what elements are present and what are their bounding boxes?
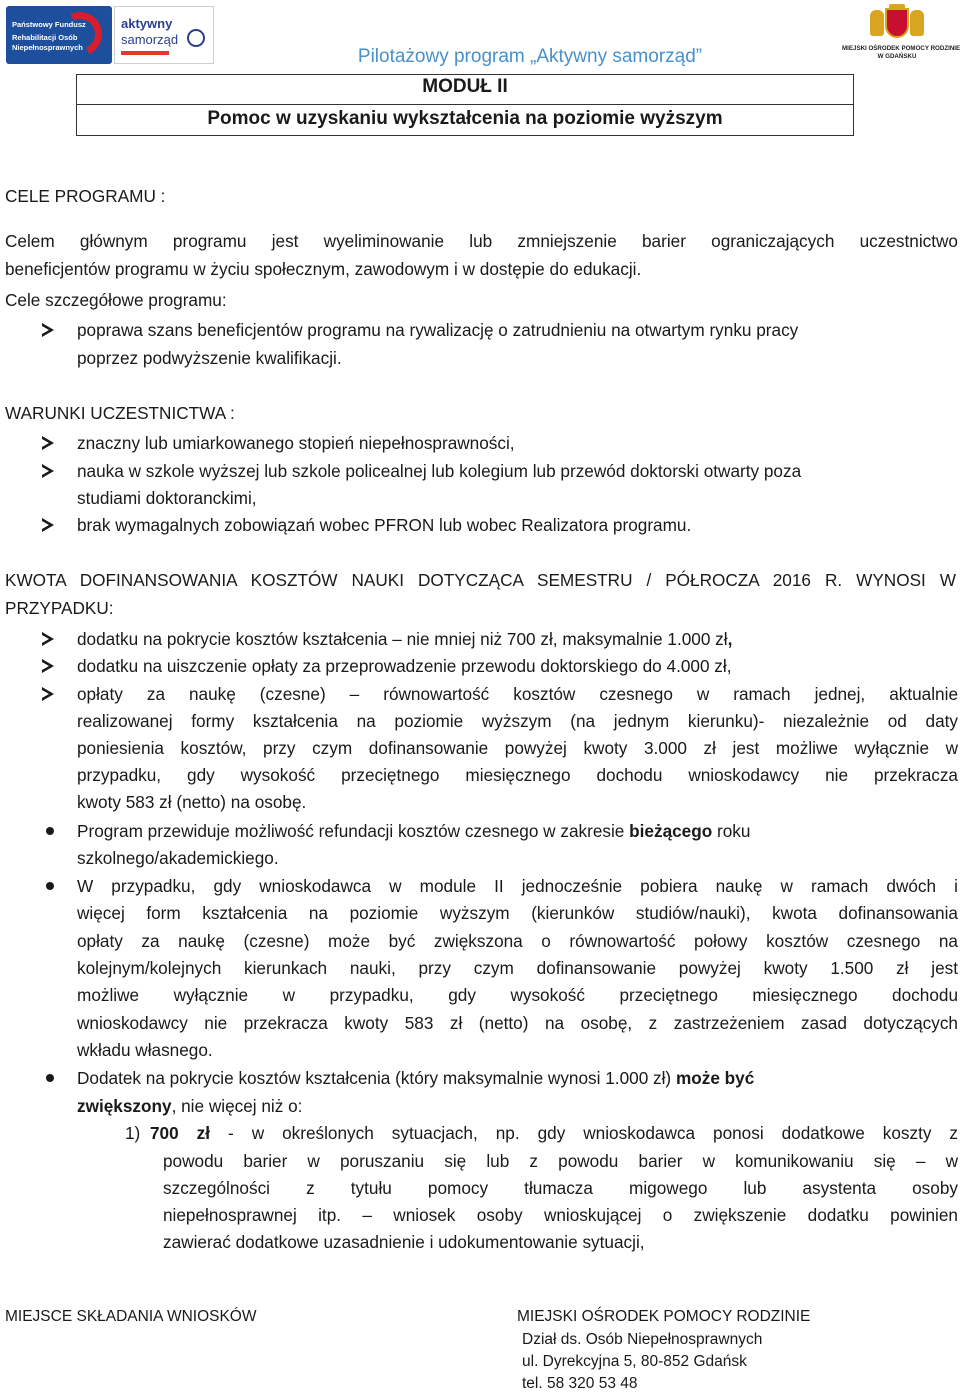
kwota-bullet-1-line-1: Program przewiduje możliwość refundacji kosztów czesnego w zakresie bieżącego roku [77,821,751,841]
kwota-arrow-item-2: dodatku na uiszczenie opłaty za przeprowadzenie przewodu doktorskiego do 4.000 zł, [77,656,732,676]
numbered-item-line-5: zawierać dodatkowe uzasadnienie i udokumentowanie sytuacji, [163,1232,645,1252]
footer-left: MIEJSCE SKŁADANIA WNIOSKÓW [5,1308,257,1325]
footer-right-line-4: tel. 58 320 53 48 [522,1375,638,1392]
mopr-logo [842,4,960,60]
footer-right-line-2: Dział ds. Osób Niepełnosprawnych [522,1331,763,1348]
warunki-item-1: znaczny lub umiarkowanego stopień niepełnosprawności, [77,433,515,453]
pfron-logo-line-1: Państwowy Fundusz [12,20,86,29]
kwota-arrow-item-1: dodatku na pokrycie kosztów kształcenia – nie mniej niż 700 zł, maksymalnie 1.000 zł, [77,629,733,649]
arrow-bullet-icon [42,464,54,478]
kwota-bullet-2-line-7: wkładu własnego. [77,1040,213,1060]
kwota-bullet-2-line-4: kolejnym/kolejnych kierunkach nauki, przy czym dofinansowanie powyżej kwoty 1.500 zł jest [77,958,958,978]
numbered-item-line-3: szczególności z tytułu pomocy tłumacza migowego lub asystenta osoby [163,1178,958,1198]
numbered-item-line-4: niepełnosprawnej itp. – wniosek osoby wnioskującej o zwiększenie dodatku powinien [163,1205,958,1225]
bullet-dot-icon [46,827,54,835]
numbered-item-line-1: 700 zł - w określonych sytuacjach, np. gdy wnioskodawca ponosi dodatkowe koszty z [150,1123,959,1143]
kwota-arrow-item-3-line-2: realizowanej formy kształcenia na poziomie wyższym (na jednym kierunku)- niezależnie od daty [77,711,958,731]
warunki-heading: WARUNKI UCZESTNICTWA : [5,403,235,423]
cele-item-line-2: poprzez podwyższenie kwalifikacji. [77,348,342,368]
program-title: Pilotażowy program „Aktywny samorząd” [357,46,703,67]
bullet-dot-icon [46,882,54,890]
warunki-item-2-line-1: nauka w szkole wyższej lub szkole policealnej lub kolegium lub przewód doktorski otwarty poza [77,461,802,481]
cele-para-line-1: Celem głównym programu jest wyeliminowanie lub zmniejszenie barier ograniczających uczestnictwo [5,231,958,251]
kwota-bullet-2-line-2: więcej form kształcenia na poziomie wyższym (kierunków studiów/nauki), kwota dofinansowania [77,903,958,923]
kwota-bullet-2-line-6: wnioskodawcy nie przekracza kwoty 583 zł (netto) na osobę, z zastrzeżeniem zasad dotyczących [77,1013,958,1033]
arrow-bullet-icon [42,518,54,532]
module-divider [76,104,854,105]
numbered-item-line-2: powodu barier w poruszaniu się lub z powodu barier w komunikowaniu się – w [163,1151,958,1171]
aktywny-logo-line-1: aktywny [121,16,173,31]
pfron-logo [6,6,112,64]
kwota-arrow-item-3-line-5: kwoty 583 zł (netto) na osobę. [77,792,307,812]
arrow-bullet-icon [42,632,54,646]
footer-right-line-3: ul. Dyrekcyjna 5, 80-852 Gdańsk [522,1353,747,1370]
mopr-logo-line-1: MIEJSKI OŚRODEK POMOCY RODZINIE [842,45,960,52]
kwota-arrow-item-3-line-4: przypadku, gdy wysokość przeciętnego miesięcznego dochodu wnioskodawcy nie przekracza [77,765,958,785]
pfron-logo-line-2: Rehabilitacji Osób [12,33,78,42]
warunki-item-2-line-2: studiami doktoranckimi, [77,488,257,508]
kwota-bullet-3-line-2: zwiększony, nie więcej niż o: [77,1096,303,1116]
kwota-arrow-item-3-line-3: poniesienia kosztów, przy czym dofinansowanie powyżej kwoty 3.000 zł jest możliwe wyłącznie w [77,738,958,758]
warunki-item-3: brak wymagalnych zobowiązań wobec PFRON lub wobec Realizatora programu. [77,515,692,535]
kwota-bullet-2-line-3: opłaty za naukę (czesne) może być zwiększona o równowartość połowy kosztów czesnego na [77,931,958,951]
arrow-bullet-icon [42,436,54,450]
mopr-logo-line-2: W GDAŃSKU [877,53,917,60]
cele-para-line-2: beneficjentów programu w życiu społecznym, zawodowym i w dostępie do edukacji. [5,259,642,279]
arrow-bullet-icon [42,323,54,337]
module-subtitle: Pomoc w uzyskaniu wykształcenia na poziomie wyższym [207,108,723,129]
cele-item-line-1: poprawa szans beneficjentów programu na rywalizację o zatrudnieniu na otwartym rynku pracy [77,320,799,340]
aktywny-samorzad-logo [114,6,214,64]
arrow-bullet-icon [42,687,54,701]
cele-sub-heading: Cele szczegółowe programu: [5,290,227,310]
gdansk-crest-icon [870,4,924,42]
footer-right-line-1: MIEJSKI OŚRODEK POMOCY RODZINIE [517,1308,811,1325]
kwota-bullet-2-line-5: możliwe wyłącznie w przypadku, gdy wysokość przeciętnego miesięcznego dochodu [77,985,958,1005]
cele-heading: CELE PROGRAMU : [5,186,166,206]
bullet-dot-icon [46,1074,54,1082]
kwota-bullet-2-line-1: W przypadku, gdy wnioskodawca w module II jednocześnie pobiera naukę w ramach dwóch i [77,876,958,896]
kwota-heading-line-1: KWOTA DOFINANSOWANIA KOSZTÓW NAUKI DOTYCZĄCA SEMESTRU / PÓŁROCZA 2016 R. WYNOSI W [5,570,956,590]
module-title: MODUŁ II [422,76,508,97]
pfron-logo-line-3: Niepełnosprawnych [12,43,83,52]
numbered-item-marker: 1) [125,1123,141,1143]
kwota-heading-line-2: PRZYPADKU: [5,598,114,618]
wheelchair-icon [187,29,205,47]
kwota-bullet-3-line-1: Dodatek na pokrycie kosztów kształcenia (który maksymalnie wynosi 1.000 zł) może być [77,1068,755,1088]
kwota-bullet-1-line-2: szkolnego/akademickiego. [77,848,279,868]
kwota-arrow-item-3-line-1: opłaty za naukę (czesne) – równowartość kosztów czesnego w ramach jednej, aktualnie [77,684,958,704]
aktywny-logo-line-2: samorząd [121,32,179,47]
arrow-bullet-icon [42,659,54,673]
